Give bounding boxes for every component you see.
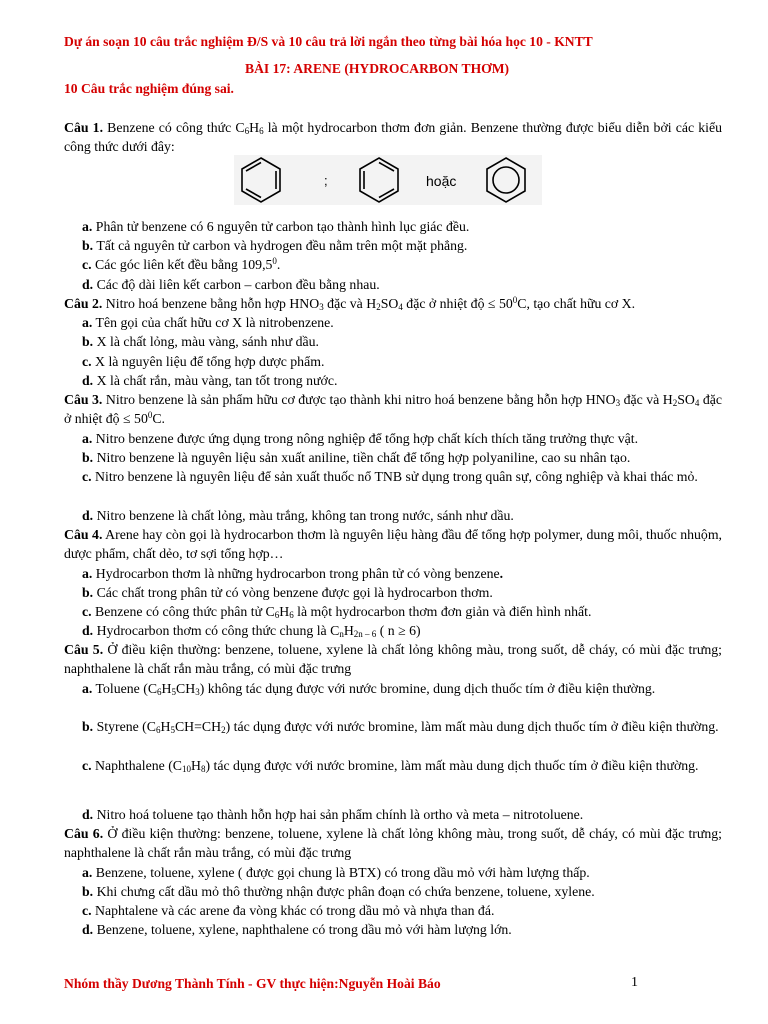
- question-label: Câu 2.: [64, 296, 103, 311]
- option-text: Hydrocarbon thơm là những hydrocarbon trong phân tử có vòng benzene: [92, 566, 500, 581]
- q5-option-c: [64, 756, 722, 775]
- option-label: d.: [82, 508, 94, 523]
- subscript: 6: [155, 725, 161, 735]
- option-text: H: [343, 623, 354, 638]
- q5-option-d: [82, 805, 722, 824]
- option-text: là một hydrocarbon thơm đơn giản và điển hình nhất.: [293, 604, 592, 619]
- question-label: Câu 6.: [64, 826, 104, 841]
- option-label: d.: [82, 807, 94, 822]
- option-label: c.: [82, 903, 92, 918]
- option-text: ) tác dụng được với nước bromine, làm mất màu dung dịch thuốc tím ở điều kiện thường.: [225, 719, 719, 734]
- option-text: Hydrocarbon thơm có công thức chung là C: [93, 623, 340, 638]
- question-text: Nitro hoá benzene bằng hỗn hợp HNO: [102, 296, 320, 311]
- option-text: Nitro benzene là nguyên liệu để sản xuất thuốc nổ TNB sử dụng trong quân sự, công nghiệp và khai thác mỏ.: [91, 469, 698, 484]
- option-text: Nitro hoá toluene tạo thành hỗn hợp hai sản phẩm chính là ortho và meta – nitrotoluene.: [93, 807, 584, 822]
- option-text: H: [191, 758, 201, 773]
- question-label: Câu 5.: [64, 642, 104, 657]
- subscript: 2n – 6: [353, 629, 377, 639]
- option-text: Benzene, toluene, xylene ( được gọi chung là BTX) có trong dầu mỏ với hàm lượng thấp.: [92, 865, 590, 880]
- kekule-structure-icon: [242, 158, 280, 202]
- q3-option-d: [82, 506, 722, 525]
- option-label: d.: [82, 623, 94, 638]
- option-text: Nitro benzene là chất lỏng, màu trắng, không tan trong nước, sánh như dầu.: [93, 508, 514, 523]
- document-title: Dự án soạn 10 câu trắc nghiệm Đ/S và 10 câu trả lời ngắn theo từng bài hóa học 10 - KNTT: [64, 34, 593, 49]
- q5-option-a: [64, 679, 722, 698]
- option-text: Tên gọi của chất hữu cơ X là nitrobenzene.: [92, 315, 334, 330]
- question-5: [64, 640, 722, 679]
- option-text: Styrene (C: [93, 719, 156, 734]
- option-label: b.: [82, 334, 94, 349]
- question-text: Ở điều kiện thường: benzene, toluene, xylene là chất lỏng không màu, trong suốt, dễ cháy, có mùi đặc trưng; naphthalene là chất rắn màu trắng, có mùi đặc trưng: [64, 642, 722, 677]
- question-text: C, tạo chất hữu cơ X.: [517, 296, 636, 311]
- option-text: Toluene (C: [92, 681, 158, 696]
- question-text: SO: [677, 392, 695, 407]
- option-text: Nitro benzene là nguyên liệu sản xuất aniline, tiền chất để tổng hợp polyaniline, cao su nhân tạo.: [93, 450, 631, 465]
- question-label: Câu 4.: [64, 527, 103, 542]
- option-label: d.: [82, 922, 94, 937]
- option-label: b.: [82, 884, 94, 899]
- subscript: 4: [694, 398, 700, 408]
- question-4: [64, 525, 722, 564]
- question-text: Benzene có công thức C: [103, 120, 245, 135]
- question-text: đặc và H: [323, 296, 377, 311]
- q6-option-a: [82, 863, 722, 882]
- subscript: 6: [274, 610, 280, 620]
- subscript: 4: [398, 302, 403, 312]
- option-label: c.: [82, 354, 92, 369]
- q1-option-b: [82, 236, 722, 255]
- q5-option-b: [64, 717, 722, 736]
- option-label: b.: [82, 238, 94, 253]
- option-text: Các chất trong phân tử có vòng benzene được gọi là hydrocarbon thơm.: [93, 585, 493, 600]
- option-text: H: [160, 719, 171, 734]
- option-label: a.: [82, 315, 93, 330]
- benzene-structures-svg: [234, 155, 542, 205]
- subscript: 6: [259, 126, 264, 136]
- figure-separator: ;: [324, 173, 328, 188]
- q2-option-a: [82, 313, 722, 332]
- q3-option-b: [82, 448, 722, 467]
- option-label: a.: [82, 219, 93, 234]
- q3-option-c: [64, 467, 722, 486]
- question-text: Arene hay còn gọi là hydrocarbon thơm là nguyên liệu hàng đầu để tổng hợp polymer, dung môi, thuốc nhuộm, dược phẩm, chất dẻo, tơ sợi tổng hợp…: [64, 527, 722, 562]
- benzene-structures-figure: [234, 155, 542, 205]
- q4-option-d: [82, 621, 722, 640]
- question-text: là một hydrocarbon thơm đơn giản. Benzene thường được biểu diễn bởi các kiểu công thức dưới đây:: [64, 120, 722, 155]
- q6-option-b: [82, 882, 722, 901]
- option-text: Naphthalene (C: [91, 758, 182, 773]
- subscript: n: [339, 629, 344, 639]
- q1-option-a: [82, 217, 722, 236]
- question-text: Ở điều kiện thường: benzene, toluene, xylene là chất lỏng không màu, trong suốt, dễ cháy, có mùi đặc trưng; naphthalene là chất rắn màu trắng, có mùi đặc trưng: [64, 826, 722, 861]
- option-text: .: [276, 257, 281, 272]
- option-text: X là nguyên liệu để tổng hợp dược phẩm.: [91, 354, 325, 369]
- option-text: CH: [176, 681, 196, 696]
- option-label: a.: [82, 566, 93, 581]
- question-text: SO: [380, 296, 399, 311]
- q4-option-c: [82, 602, 722, 621]
- option-label: c.: [82, 758, 92, 773]
- option-label: a.: [82, 865, 93, 880]
- option-text: Benzene có công thức phân tử C: [91, 604, 275, 619]
- element-symbol: H: [249, 120, 260, 135]
- question-3: [64, 390, 722, 429]
- superscript: 0: [272, 256, 277, 266]
- q1-option-c: [82, 255, 722, 274]
- aromatic-ring-structure-icon: [487, 158, 525, 202]
- question-text: Nitro benzene là sản phẩm hữu cơ được tạo thành khi nitro hoá benzene bằng hỗn hợp HNO: [102, 392, 616, 407]
- lesson-title: BÀI 17: ARENE (HYDROCARBON THƠM): [245, 61, 510, 76]
- question-text: C.: [152, 411, 166, 427]
- subscript: 2: [376, 302, 381, 312]
- q4-option-a: [82, 564, 722, 583]
- section-title: 10 Câu trắc nghiệm đúng sai.: [64, 81, 234, 96]
- option-label: b.: [82, 585, 94, 600]
- option-text: X là chất rắn, màu vàng, tan tốt trong nước.: [93, 373, 338, 388]
- subscript: 2: [672, 398, 678, 408]
- subscript: 6: [244, 126, 250, 136]
- q2-option-b: [82, 332, 722, 351]
- option-text: Nitro benzene được ứng dụng trong nông nghiệp để tổng hợp chất kích thích tăng trưởng thực vật.: [92, 431, 639, 446]
- question-6: [64, 824, 722, 863]
- subscript: 8: [200, 764, 206, 774]
- q6-option-d: [82, 920, 722, 939]
- q2-option-c: [82, 352, 722, 371]
- question-text: đặc và H: [620, 392, 673, 407]
- option-text: ( n ≥ 6): [376, 623, 421, 638]
- footer-credit: Nhóm thầy Dương Thành Tính - GV thực hiện:Nguyễn Hoài Báo: [64, 976, 441, 991]
- figure-or-label: hoặc: [426, 173, 457, 189]
- q4-option-b: [82, 583, 722, 602]
- option-label: a.: [82, 431, 93, 446]
- option-text: X là chất lỏng, màu vàng, sánh như dầu.: [93, 334, 320, 349]
- option-label: a.: [82, 681, 93, 696]
- option-text: ) không tác dụng được với nước bromine, dung dịch thuốc tím ở điều kiện thường.: [199, 681, 656, 696]
- option-text: Khi chưng cất dầu mỏ thô thường nhận được phân đoạn có chứa benzene, toluene, xylene.: [93, 884, 595, 899]
- question-label: Câu 1.: [64, 120, 104, 135]
- option-text: H: [161, 681, 172, 696]
- option-text: Tất cả nguyên tử carbon và hydrogen đều nằm trên một mặt phẳng.: [93, 238, 468, 253]
- q6-option-c: [82, 901, 722, 920]
- option-text: Benzene, toluene, xylene, naphthalene có trong dầu mỏ với hàm lượng lớn.: [93, 922, 512, 937]
- subscript: 3: [319, 302, 324, 312]
- option-label: c.: [82, 257, 92, 272]
- subscript: 3: [195, 687, 200, 697]
- option-text: ) tác dụng được với nước bromine, làm mất màu dung dịch thuốc tím ở điều kiện thường.: [205, 758, 699, 773]
- option-text: .: [499, 566, 504, 581]
- option-label: c.: [82, 469, 92, 484]
- option-text: Các góc liên kết đều bằng 109,5: [91, 257, 273, 272]
- option-text: H: [279, 604, 290, 619]
- option-text: Naphtalene và các arene đa vòng khác có trong dầu mỏ và nhựa than đá.: [91, 903, 495, 918]
- option-label: c.: [82, 604, 92, 619]
- subscript: 2: [221, 725, 226, 735]
- option-label: d.: [82, 277, 94, 292]
- option-label: b.: [82, 450, 94, 465]
- option-text: Các độ dài liên kết carbon – carbon đều bằng nhau.: [93, 277, 380, 292]
- superscript: 0: [512, 295, 518, 305]
- option-label: d.: [82, 373, 94, 388]
- kekule-alt-structure-icon: [360, 158, 398, 202]
- subscript: 6: [289, 610, 294, 620]
- superscript: 0: [147, 410, 153, 421]
- q2-option-d: [82, 371, 722, 390]
- question-label: Câu 3.: [64, 392, 103, 407]
- question-2: [64, 294, 722, 313]
- option-label: b.: [82, 719, 94, 734]
- option-text: CH=CH: [174, 719, 222, 734]
- question-1: [64, 118, 722, 157]
- subscript: 5: [171, 687, 177, 697]
- q1-option-d: [82, 275, 722, 294]
- page-number: 1: [631, 975, 638, 990]
- subscript: 6: [157, 687, 162, 697]
- option-text: Phân tử benzene có 6 nguyên tử carbon tạo thành hình lục giác đều.: [92, 219, 470, 234]
- subscript: 3: [615, 398, 621, 408]
- question-text: đặc ở nhiệt độ ≤ 50: [64, 392, 722, 427]
- q3-option-a: [82, 429, 722, 448]
- subscript: 5: [170, 725, 175, 735]
- subscript: 10: [182, 764, 191, 774]
- question-text: đặc ở nhiệt độ ≤ 50: [402, 296, 513, 311]
